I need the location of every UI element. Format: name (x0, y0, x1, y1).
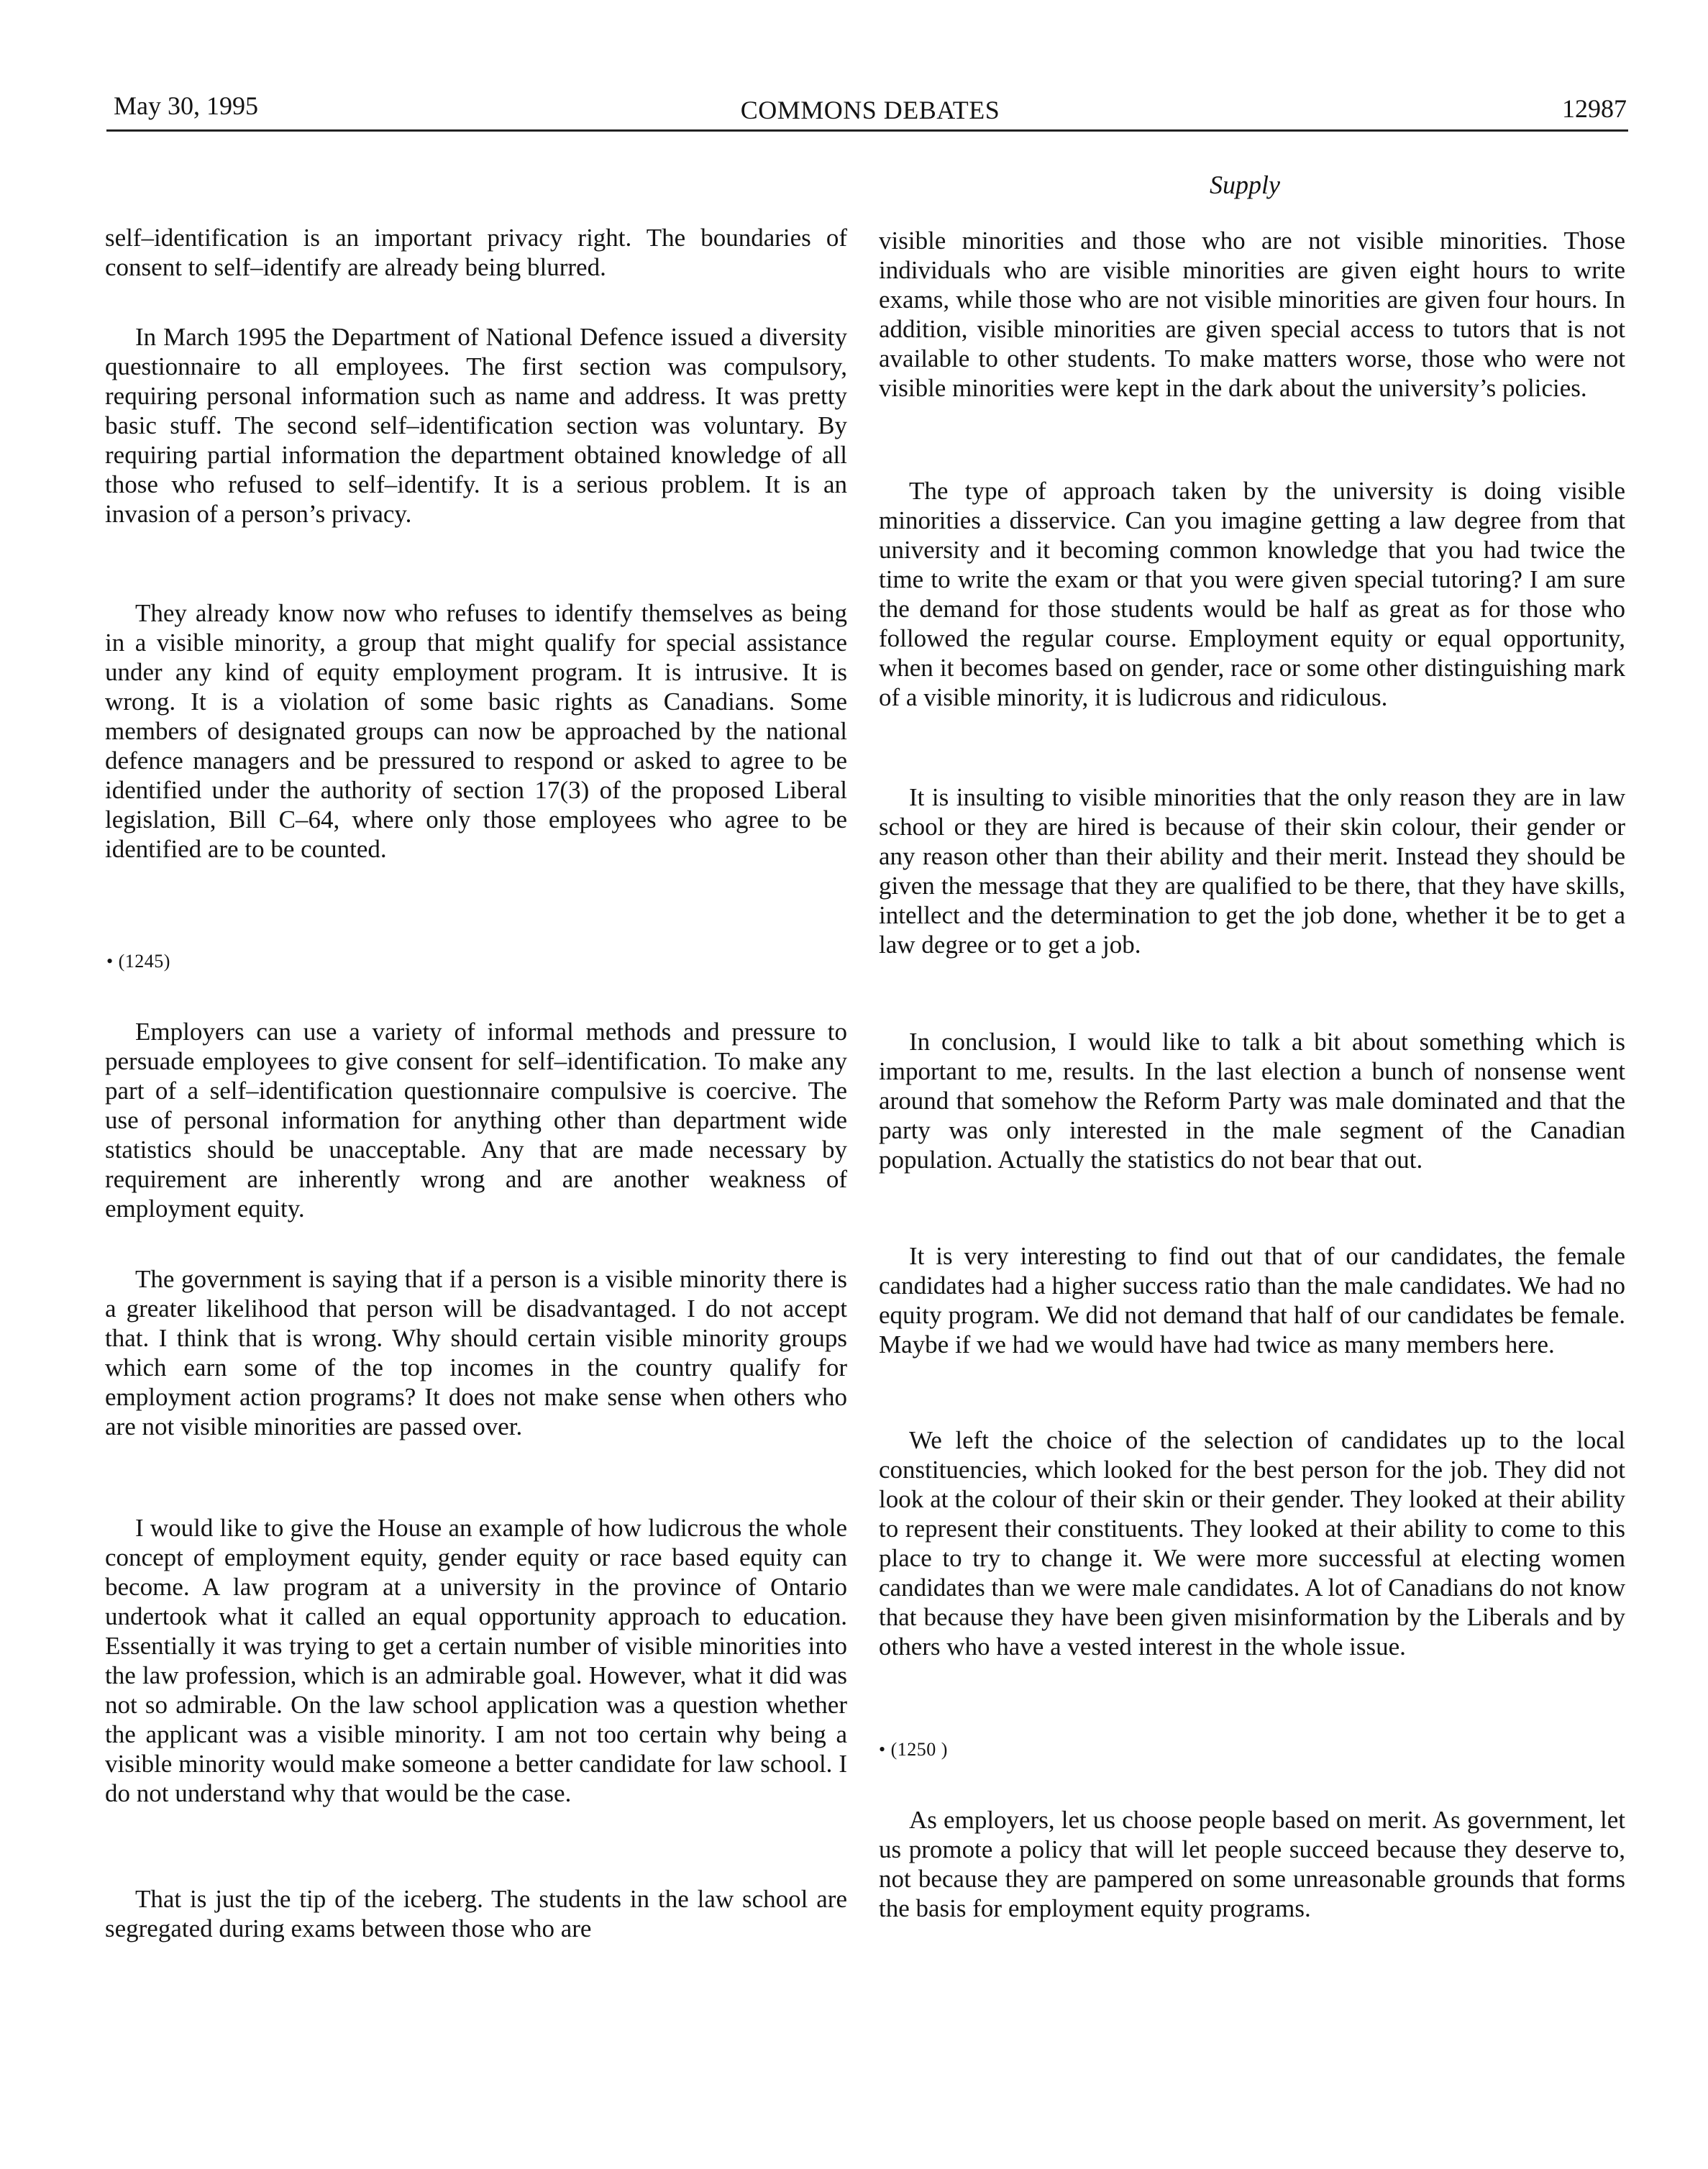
header-page-number: 12987 (1562, 94, 1627, 123)
time-marker: • (1245) (106, 951, 170, 972)
paragraph: In March 1995 the Department of National Defence issued a diversity questionnaire to all employees. The first section was compulsory, requiring personal information such as name and address. It was pretty basic stuff. The second self–identification section was voluntary. By requiring partial information the department obtained knowledge of all those who refused to self–identify. It is a serious problem. It is an invasion of a person’s privacy. (105, 323, 847, 528)
running-header (114, 85, 1627, 131)
paragraph: It is very interesting to find out that of our candidates, the female candidates had a higher success ratio than the male candidates. We had no equity program. We did not demand that half of our candidates be female. Maybe if we had we would have had twice as many members here. (879, 1242, 1625, 1359)
paragraph: In conclusion, I would like to talk a bit about something which is important to me, results. In the last election a bunch of nonsense went around that somehow the Reform Party was male dominated and that the party was only interested in the male segment of the Canadian population. Actually the statistics do not bear that out. (879, 1028, 1625, 1174)
paragraph: They already know now who refuses to identify themselves as being in a visible minority, a group that might qualify for special assistance under any kind of equity employment program. It is intrusive. It is wrong. It is a violation of some basic rights as Canadians. Some members of designated groups can now be approached by the national defence managers and be pressured to respond or asked to agree to be identified under the authority of section 17(3) of the proposed Liberal legislation, Bill C–64, where only those employees who agree to be identified are to be counted. (105, 599, 847, 863)
paragraph: Employers can use a variety of informal methods and pressure to persuade employees to give consent for self–identification. To make any part of a self–identification questionnaire compulsive is coercive. The use of personal information for anything other than department wide statistics should be unacceptable. Any that are made necessary by requirement are inherently wrong and are another weakness of employment equity. (105, 1018, 847, 1223)
paragraph: That is just the tip of the iceberg. The students in the law school are segregated during exams between those who are (105, 1885, 847, 1942)
paragraph: visible minorities and those who are not visible minorities. Those individuals who are visible minorities are given eight hours to write exams, while those who are not visible minorities are given four hours. In addition, visible minorities are given special access to tutors that is not available to other students. To make matters worse, those who were not visible minorities were kept in the dark about the university’s policies. (879, 227, 1625, 402)
paragraph: The government is saying that if a person is a visible minority there is a greater likelihood that person will be disadvantaged. I do not accept that. I think that is wrong. Why should certain visible minority groups which earn some of the top incomes in the country qualify for employment action programs? It does not make sense when others who are not visible minorities are passed over. (105, 1265, 847, 1440)
section-label: Supply (1210, 170, 1280, 199)
paragraph: We left the choice of the selection of candidates up to the local constituencies, which looked for the best person for the job. They did not look at the colour of their skin or their gender. They looked at their ability to represent their constituents. They looked at their ability to come to this place to try to change it. We were more successful at electing women candidates than we were male candidates. A lot of Canadians do not know that because they have been given misinformation by the Liberals and by others who have a vested interest in the whole issue. (879, 1426, 1625, 1661)
paragraph: I would like to give the House an example of how ludicrous the whole concept of employment equity, gender equity or race based equity can become. A law program at a university in the province of Ontario undertook what it called an equal opportunity approach to education. Essentially it was trying to get a certain number of visible minorities into the law profession, which is an admirable goal. However, what it did was not so admirable. On the law school application was a question whether the applicant was a visible minority. I am not too certain why being a visible minority would make someone a better candidate for law school. I do not understand why that would be the case. (105, 1514, 847, 1807)
paragraph: As employers, let us choose people based on merit. As government, let us promote a policy that will let people succeed because they deserve to, not because they are pampered on some unreasonable grounds that forms the basis for employment equity programs. (879, 1806, 1625, 1922)
header-rule (106, 129, 1628, 132)
time-marker: • (1250 ) (879, 1739, 948, 1760)
paragraph: The type of approach taken by the university is doing visible minorities a disservice. Can you imagine getting a law degree from that university and it becoming common knowledge that you had twice the time to write the exam or that you were given special tutoring? I am sure the demand for those students would be half as great as for those who followed the regular course. Employment equity or equal opportunity, when it becomes based on gender, race or some other distinguishing mark of a visible minority, it is ludicrous and ridiculous. (879, 477, 1625, 711)
paragraph: It is insulting to visible minorities that the only reason they are in law school or they are hired is because of their skin colour, their gender or any reason other than their ability and their merit. Instead they should be given the message that they are qualified to be there, that they have skills, intellect and the determination to get the job done, whether it be to get a law degree or to get a job. (879, 783, 1625, 959)
header-date: May 30, 1995 (114, 91, 258, 120)
paragraph: self–identification is an important privacy right. The boundaries of consent to self–identify are already being blurred. (105, 224, 847, 281)
header-title: COMMONS DEBATES (740, 96, 1000, 124)
